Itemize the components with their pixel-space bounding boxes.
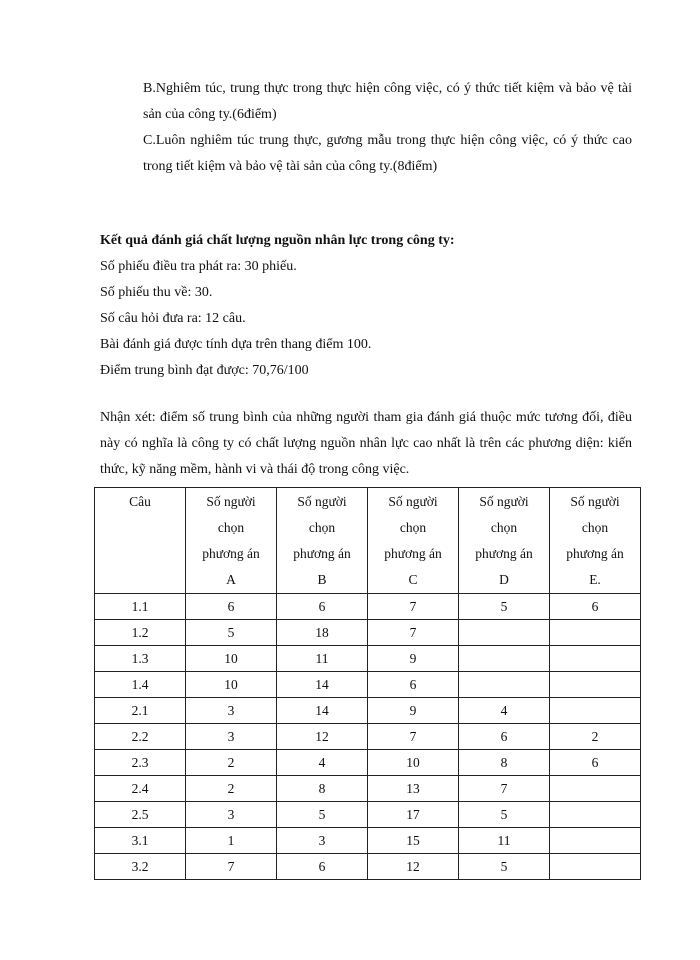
comment-paragraph: Nhận xét: điểm số trung bình của những người tham gia đánh giá thuộc mức tương đối, điều này có nghĩa là công ty có chất lượng nguồn nhân lực cao nhất là trên các phương diện: kiến thức, kỹ năng mềm, hành vi và thái độ trong công việc. bbox=[100, 410, 632, 477]
info-line-issued: Số phiếu điều tra phát ra: 30 phiếu. bbox=[100, 259, 297, 274]
cell-option-b: 12 bbox=[277, 724, 368, 750]
cell-option-d: 5 bbox=[459, 854, 550, 880]
survey-results-table bbox=[94, 487, 641, 880]
cell-option-c: 13 bbox=[368, 776, 459, 802]
header-line: D bbox=[499, 572, 509, 587]
cell-question: 3.1 bbox=[95, 828, 186, 854]
cell-option-e bbox=[550, 672, 641, 698]
result-heading: Kết quả đánh giá chất lượng nguồn nhân lực trong công ty: bbox=[100, 233, 455, 248]
cell-option-b: 18 bbox=[277, 620, 368, 646]
cell-option-a: 7 bbox=[186, 854, 277, 880]
cell-option-b: 6 bbox=[277, 854, 368, 880]
header-option-c bbox=[368, 488, 459, 594]
table-row bbox=[95, 620, 641, 646]
cell-option-e: 2 bbox=[550, 724, 641, 750]
info-line-average: Điểm trung bình đạt được: 70,76/100 bbox=[100, 363, 309, 378]
cell-option-c: 7 bbox=[368, 594, 459, 620]
table-row bbox=[95, 594, 641, 620]
cell-option-b: 5 bbox=[277, 802, 368, 828]
cell-question: 3.2 bbox=[95, 854, 186, 880]
cell-option-d bbox=[459, 672, 550, 698]
cell-question: 1.3 bbox=[95, 646, 186, 672]
cell-option-d: 11 bbox=[459, 828, 550, 854]
cell-option-d: 5 bbox=[459, 594, 550, 620]
header-question bbox=[95, 488, 186, 594]
header-line: Số người bbox=[479, 494, 529, 509]
header-line: phương án bbox=[202, 546, 260, 561]
cell-option-b: 14 bbox=[277, 698, 368, 724]
cell-option-b: 3 bbox=[277, 828, 368, 854]
table-row bbox=[95, 828, 641, 854]
cell-option-e bbox=[550, 620, 641, 646]
table-row bbox=[95, 750, 641, 776]
cell-option-d bbox=[459, 646, 550, 672]
cell-question: 1.2 bbox=[95, 620, 186, 646]
cell-question: 2.5 bbox=[95, 802, 186, 828]
cell-question: 2.3 bbox=[95, 750, 186, 776]
cell-option-c: 10 bbox=[368, 750, 459, 776]
option-c-text: C.Luôn nghiêm túc trung thực, gương mẫu trong thực hiện công việc, có ý thức cao trong tiết kiệm và bảo vệ tài sản của công ty.(8điểm) bbox=[143, 133, 632, 174]
cell-option-d: 8 bbox=[459, 750, 550, 776]
header-line: phương án bbox=[293, 546, 351, 561]
header-option-e bbox=[550, 488, 641, 594]
header-line: E. bbox=[589, 572, 601, 587]
header-option-a bbox=[186, 488, 277, 594]
cell-option-c: 7 bbox=[368, 620, 459, 646]
cell-question: 1.1 bbox=[95, 594, 186, 620]
header-line: phương án bbox=[566, 546, 624, 561]
header-line: A bbox=[226, 572, 236, 587]
cell-option-c: 6 bbox=[368, 672, 459, 698]
header-line: Số người bbox=[206, 494, 256, 509]
table-body bbox=[95, 594, 641, 880]
cell-option-d bbox=[459, 620, 550, 646]
survey-info-list bbox=[100, 254, 371, 384]
cell-option-a: 3 bbox=[186, 802, 277, 828]
cell-option-c: 12 bbox=[368, 854, 459, 880]
header-line: chọn bbox=[399, 520, 427, 535]
cell-option-d: 4 bbox=[459, 698, 550, 724]
cell-option-e bbox=[550, 646, 641, 672]
header-line: Số người bbox=[297, 494, 347, 509]
table-header-row bbox=[95, 488, 641, 594]
header-line: chọn bbox=[581, 520, 609, 535]
cell-option-a: 6 bbox=[186, 594, 277, 620]
cell-option-a: 3 bbox=[186, 698, 277, 724]
header-line: C bbox=[408, 572, 418, 587]
header-option-b bbox=[277, 488, 368, 594]
header-line: Số người bbox=[388, 494, 438, 509]
cell-option-c: 17 bbox=[368, 802, 459, 828]
cell-option-b: 6 bbox=[277, 594, 368, 620]
header-line: Số người bbox=[570, 494, 620, 509]
header-line: chọn bbox=[217, 520, 245, 535]
header-line: phương án bbox=[475, 546, 533, 561]
header-line: phương án bbox=[384, 546, 442, 561]
cell-option-a: 2 bbox=[186, 750, 277, 776]
cell-option-d: 5 bbox=[459, 802, 550, 828]
cell-option-a: 10 bbox=[186, 672, 277, 698]
table-row bbox=[95, 646, 641, 672]
cell-option-b: 8 bbox=[277, 776, 368, 802]
header-line: chọn bbox=[490, 520, 518, 535]
cell-option-c: 9 bbox=[368, 646, 459, 672]
info-line-scale: Bài đánh giá được tính dựa trên thang điểm 100. bbox=[100, 337, 372, 352]
cell-option-c: 7 bbox=[368, 724, 459, 750]
cell-option-e bbox=[550, 802, 641, 828]
cell-option-c: 9 bbox=[368, 698, 459, 724]
info-line-questions: Số câu hỏi đưa ra: 12 câu. bbox=[100, 311, 246, 326]
table-row bbox=[95, 776, 641, 802]
cell-question: 1.4 bbox=[95, 672, 186, 698]
header-option-d bbox=[459, 488, 550, 594]
cell-option-d: 6 bbox=[459, 724, 550, 750]
cell-option-e bbox=[550, 776, 641, 802]
cell-question: 2.4 bbox=[95, 776, 186, 802]
cell-option-e bbox=[550, 698, 641, 724]
cell-option-b: 14 bbox=[277, 672, 368, 698]
table-row bbox=[95, 724, 641, 750]
cell-option-d: 7 bbox=[459, 776, 550, 802]
info-line-collected: Số phiếu thu về: 30. bbox=[100, 285, 213, 300]
table-row bbox=[95, 698, 641, 724]
cell-option-a: 1 bbox=[186, 828, 277, 854]
cell-option-a: 3 bbox=[186, 724, 277, 750]
cell-option-a: 2 bbox=[186, 776, 277, 802]
cell-option-b: 4 bbox=[277, 750, 368, 776]
cell-option-e: 6 bbox=[550, 750, 641, 776]
header-line: chọn bbox=[308, 520, 336, 535]
table-row bbox=[95, 854, 641, 880]
table-row bbox=[95, 672, 641, 698]
header-line: B bbox=[317, 572, 327, 587]
cell-option-e bbox=[550, 828, 641, 854]
cell-question: 2.2 bbox=[95, 724, 186, 750]
table-row bbox=[95, 802, 641, 828]
cell-question: 2.1 bbox=[95, 698, 186, 724]
cell-option-e: 6 bbox=[550, 594, 641, 620]
cell-option-c: 15 bbox=[368, 828, 459, 854]
option-b-text: B.Nghiêm túc, trung thực trong thực hiện công việc, có ý thức tiết kiệm và bảo vệ tài sản của công ty.(6điểm) bbox=[143, 81, 632, 122]
cell-option-b: 11 bbox=[277, 646, 368, 672]
cell-option-e bbox=[550, 854, 641, 880]
cell-option-a: 10 bbox=[186, 646, 277, 672]
header-line: Câu bbox=[129, 494, 151, 509]
cell-option-a: 5 bbox=[186, 620, 277, 646]
